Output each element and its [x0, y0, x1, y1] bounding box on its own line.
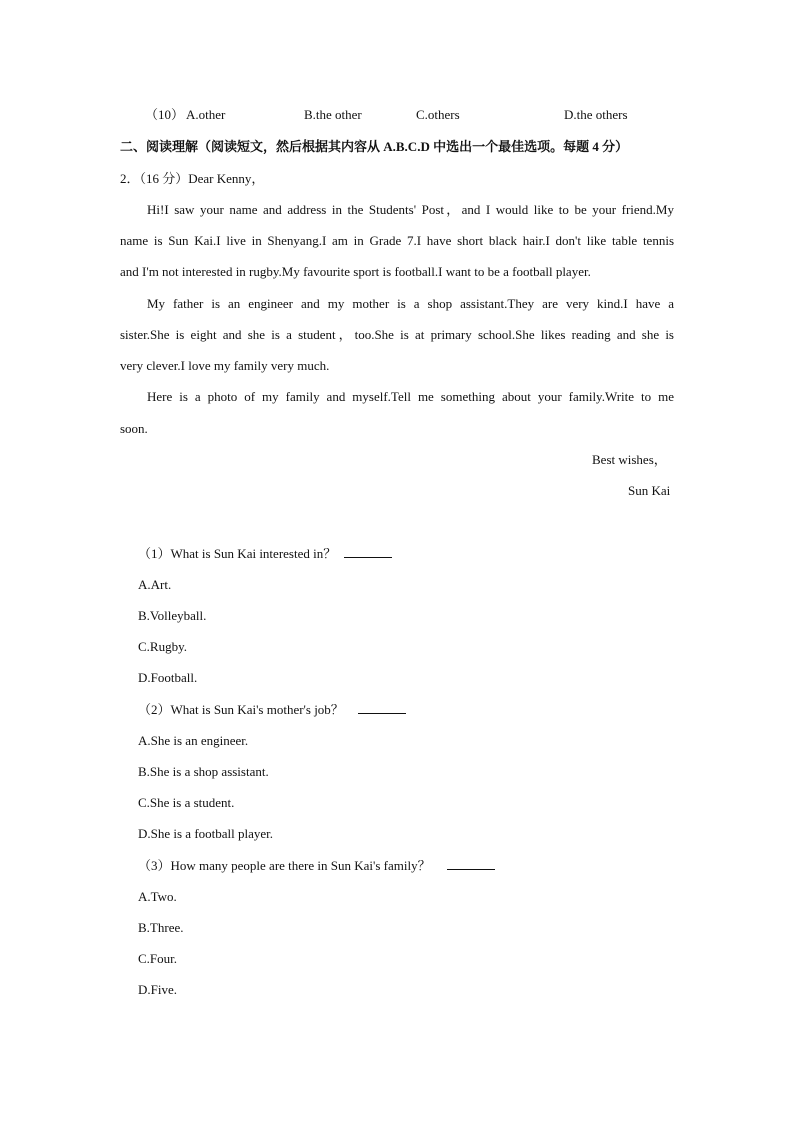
- answer-blank-3[interactable]: [447, 858, 495, 870]
- sub-question-3-option-d: D.Five.: [138, 982, 177, 997]
- sub-question-2-option-c: C.She is a student.: [138, 795, 235, 810]
- sub-question-3-option-c: C.Four.: [138, 951, 178, 966]
- section-header: 二、阅读理解（阅读短文，然后根据其内容从 A.B.C.D 中选出一个最佳选项。每题 4 分）: [120, 139, 629, 154]
- sub-question-2-option-b: B.She is a shop assistant.: [138, 764, 269, 779]
- letter-closing: Best wishes，: [592, 452, 667, 467]
- prev-question-number: （10）: [145, 107, 185, 122]
- question-2-label: 2．（16 分）Dear Kenny，: [120, 171, 265, 186]
- letter-p3-line2: soon.: [120, 421, 148, 436]
- sub-question-2-option-d: D.She is a football player.: [138, 826, 274, 841]
- sub-question-3: [138, 858, 495, 874]
- answer-blank-1[interactable]: [344, 546, 392, 558]
- sub-question-1-option-a: A.Art.: [138, 577, 172, 592]
- letter-p1-line1: Hi!I saw your name and address in the Students' Post，and I would like to be your friend.My: [147, 202, 674, 217]
- letter-p2-line3: very clever.I love my family very much.: [120, 358, 330, 373]
- sub-question-1-option-b: B.Volleyball.: [138, 608, 207, 623]
- sub-question-3-option-b: B.Three.: [138, 920, 184, 935]
- sub-question-3-option-a: A.Two.: [138, 889, 177, 904]
- option-b: B.the other: [304, 107, 362, 122]
- letter-p1-line2: name is Sun Kai.I live in Shenyang.I am in Grade 7.I have short black hair.I don't like table tennis: [120, 233, 674, 248]
- letter-p2-line2: sister.She is eight and she is a student，too.She is at primary school.She likes reading and she is: [120, 327, 674, 342]
- letter-p3-line1: Here is a photo of my family and myself.Tell me something about your family.Write to me: [147, 389, 674, 404]
- sub-question-1-option-c: C.Rugby.: [138, 639, 187, 654]
- sub-question-3-text: （3）How many people are there in Sun Kai's family？: [138, 858, 431, 873]
- letter-p1-line3: and I'm not interested in rugby.My favourite sport is football.I want to be a football player.: [120, 264, 591, 279]
- letter-p2-line1: My father is an engineer and my mother is a shop assistant.They are very kind.I have a: [147, 296, 674, 311]
- sub-question-1-text: （1）What is Sun Kai interested in？: [138, 546, 337, 561]
- sub-question-2-option-a: A.She is an engineer.: [138, 733, 249, 748]
- option-d: D.the others: [564, 107, 628, 122]
- sub-question-2: [138, 702, 406, 718]
- sub-question-1: [138, 546, 392, 562]
- sub-question-1-option-d: D.Football.: [138, 670, 198, 685]
- answer-blank-2[interactable]: [358, 702, 406, 714]
- option-a: A.other: [186, 107, 226, 122]
- letter-signature: Sun Kai: [628, 483, 671, 498]
- sub-question-2-text: （2）What is Sun Kai's mother's job？: [138, 702, 344, 717]
- option-c: C.others: [416, 107, 460, 122]
